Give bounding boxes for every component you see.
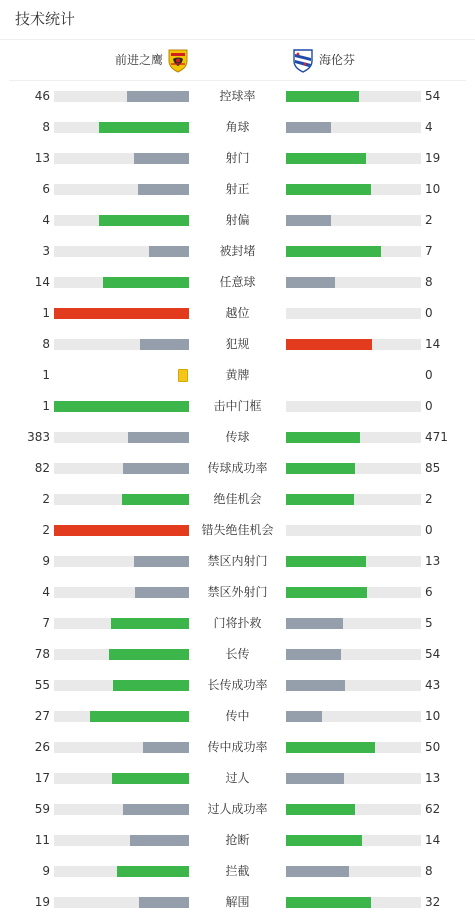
away-stat-value: 5 bbox=[425, 616, 433, 630]
away-stat-bar-fill bbox=[286, 556, 366, 567]
away-stat-value: 54 bbox=[425, 647, 441, 661]
stat-row bbox=[0, 81, 475, 112]
stat-label: 错失绝佳机会 bbox=[201, 523, 274, 537]
home-stat-bar bbox=[54, 401, 189, 412]
stat-label: 射门 bbox=[225, 151, 250, 165]
away-stat-bar bbox=[286, 184, 421, 195]
away-stat-bar bbox=[286, 897, 421, 908]
away-stat-bar-fill bbox=[286, 866, 349, 877]
away-stat-value: 14 bbox=[425, 833, 441, 847]
home-stat-bar bbox=[54, 897, 189, 908]
home-stat-bar bbox=[54, 494, 189, 505]
away-stat-bar-fill bbox=[286, 277, 335, 288]
home-stat-bar bbox=[54, 339, 189, 350]
home-stat-bar-fill bbox=[54, 401, 189, 412]
stat-row bbox=[0, 112, 475, 143]
home-stat-bar bbox=[54, 91, 189, 102]
stat-row bbox=[0, 515, 475, 546]
stat-row bbox=[0, 701, 475, 732]
home-stat-bar-fill bbox=[117, 866, 189, 877]
away-stat-bar bbox=[286, 463, 421, 474]
home-stat-bar bbox=[54, 184, 189, 195]
away-stat-bar bbox=[286, 680, 421, 691]
stat-label: 过人 bbox=[225, 771, 250, 785]
stat-label: 长传成功率 bbox=[207, 678, 268, 692]
stat-label: 禁区内射门 bbox=[207, 554, 268, 568]
stat-row bbox=[0, 608, 475, 639]
home-stat-value: 6 bbox=[42, 182, 50, 196]
stat-row bbox=[0, 329, 475, 360]
home-stat-bar-fill bbox=[123, 463, 189, 474]
home-stat-bar bbox=[54, 773, 189, 784]
away-stat-value: 32 bbox=[425, 895, 441, 909]
stat-row bbox=[0, 267, 475, 298]
away-stat-value: 43 bbox=[425, 678, 441, 692]
away-stat-bar bbox=[286, 804, 421, 815]
away-stat-bar-fill bbox=[286, 153, 366, 164]
away-stat-bar-fill bbox=[286, 432, 360, 443]
home-stat-bar bbox=[54, 742, 189, 753]
home-stat-bar bbox=[54, 432, 189, 443]
home-stat-bar-fill bbox=[99, 215, 189, 226]
stat-label: 传球成功率 bbox=[207, 461, 268, 475]
stat-row bbox=[0, 236, 475, 267]
stat-row bbox=[0, 143, 475, 174]
home-stat-bar bbox=[54, 308, 189, 319]
home-stat-value: 55 bbox=[34, 678, 50, 692]
away-stat-bar bbox=[286, 91, 421, 102]
go-ahead-eagles-crest-icon[interactable] bbox=[167, 48, 189, 73]
away-stat-bar-fill bbox=[286, 804, 355, 815]
stat-label: 绝佳机会 bbox=[213, 492, 262, 506]
home-stat-value: 8 bbox=[42, 337, 50, 351]
away-stat-bar bbox=[286, 432, 421, 443]
away-stat-bar bbox=[286, 618, 421, 629]
away-stat-value: 0 bbox=[425, 368, 433, 382]
stat-row bbox=[0, 205, 475, 236]
away-stat-value: 10 bbox=[425, 182, 441, 196]
stat-label: 黄牌 bbox=[225, 368, 250, 382]
home-stat-bar-fill bbox=[122, 494, 190, 505]
home-stat-bar-fill bbox=[113, 680, 189, 691]
stat-row bbox=[0, 856, 475, 887]
home-stat-bar-fill bbox=[54, 525, 189, 536]
away-stat-bar bbox=[286, 339, 421, 350]
stat-row bbox=[0, 887, 475, 918]
away-stat-bar-fill bbox=[286, 897, 371, 908]
away-stat-bar-fill bbox=[286, 246, 381, 257]
stat-row bbox=[0, 298, 475, 329]
away-stat-bar-fill bbox=[286, 215, 331, 226]
stat-label: 解围 bbox=[225, 895, 250, 909]
away-stat-value: 0 bbox=[425, 523, 433, 537]
away-stat-bar bbox=[286, 401, 421, 412]
away-stat-bar bbox=[286, 711, 421, 722]
away-stat-bar-fill bbox=[286, 463, 355, 474]
home-stat-bar bbox=[54, 277, 189, 288]
home-stat-value: 4 bbox=[42, 585, 50, 599]
away-stat-bar-fill bbox=[286, 835, 362, 846]
away-stat-bar bbox=[286, 556, 421, 567]
away-stat-bar-fill bbox=[286, 587, 367, 598]
away-stat-value: 62 bbox=[425, 802, 441, 816]
home-stat-bar-fill bbox=[123, 804, 189, 815]
away-stat-bar-fill bbox=[286, 649, 341, 660]
away-stat-value: 2 bbox=[425, 213, 433, 227]
away-stat-value: 14 bbox=[425, 337, 441, 351]
stat-label: 抢断 bbox=[225, 833, 250, 847]
home-stat-value: 82 bbox=[34, 461, 50, 475]
away-stat-value: 54 bbox=[425, 89, 441, 103]
home-stat-bar bbox=[54, 680, 189, 691]
away-stat-value: 8 bbox=[425, 275, 433, 289]
home-stat-bar bbox=[54, 618, 189, 629]
home-stat-value: 26 bbox=[34, 740, 50, 754]
away-stat-value: 0 bbox=[425, 399, 433, 413]
away-stat-value: 2 bbox=[425, 492, 433, 506]
away-stat-value: 13 bbox=[425, 771, 441, 785]
home-stat-bar bbox=[54, 804, 189, 815]
home-stat-bar-fill bbox=[134, 556, 189, 567]
stat-label: 长传 bbox=[225, 647, 250, 661]
away-stat-bar-fill bbox=[286, 339, 372, 350]
home-stat-value: 7 bbox=[42, 616, 50, 630]
home-stat-bar bbox=[54, 122, 189, 133]
away-stat-value: 19 bbox=[425, 151, 441, 165]
home-stat-bar bbox=[54, 556, 189, 567]
away-team-name[interactable]: 海伦芬 bbox=[319, 53, 356, 67]
stats-list bbox=[0, 81, 475, 918]
away-stat-bar bbox=[286, 494, 421, 505]
away-stat-bar-fill bbox=[286, 184, 371, 195]
away-stat-bar bbox=[286, 587, 421, 598]
stat-row bbox=[0, 484, 475, 515]
home-stat-bar bbox=[54, 587, 189, 598]
stat-label: 被封堵 bbox=[219, 244, 256, 258]
away-stat-bar bbox=[286, 742, 421, 753]
home-stat-value: 4 bbox=[42, 213, 50, 227]
stat-row bbox=[0, 453, 475, 484]
away-stat-bar-fill bbox=[286, 773, 344, 784]
stat-label: 击中门框 bbox=[213, 399, 262, 413]
away-stat-value: 471 bbox=[425, 430, 448, 444]
away-stat-bar bbox=[286, 153, 421, 164]
page-title: 技术统计 bbox=[0, 0, 475, 40]
away-stat-bar-fill bbox=[286, 494, 354, 505]
away-stat-bar bbox=[286, 122, 421, 133]
home-stat-bar-fill bbox=[111, 618, 189, 629]
home-stat-bar bbox=[54, 246, 189, 257]
away-stat-value: 4 bbox=[425, 120, 433, 134]
home-stat-value: 19 bbox=[34, 895, 50, 909]
home-stat-value: 2 bbox=[42, 492, 50, 506]
stat-label: 角球 bbox=[225, 120, 250, 134]
away-stat-bar-fill bbox=[286, 680, 345, 691]
stat-label: 越位 bbox=[225, 306, 250, 320]
stat-row bbox=[0, 360, 475, 391]
yellow-card-icon bbox=[178, 369, 188, 382]
stat-row bbox=[0, 763, 475, 794]
home-stat-bar bbox=[54, 525, 189, 536]
teams-header bbox=[9, 40, 466, 81]
away-stat-bar-fill bbox=[286, 618, 343, 629]
stat-row bbox=[0, 732, 475, 763]
home-stat-value: 3 bbox=[42, 244, 50, 258]
home-stat-bar-fill bbox=[103, 277, 189, 288]
home-stat-bar-fill bbox=[112, 773, 189, 784]
home-stat-bar-fill bbox=[128, 432, 189, 443]
home-stat-value: 2 bbox=[42, 523, 50, 537]
home-stat-bar bbox=[54, 835, 189, 846]
away-stat-bar bbox=[286, 649, 421, 660]
away-stat-bar-fill bbox=[286, 122, 331, 133]
home-stat-value: 46 bbox=[34, 89, 50, 103]
home-stat-bar-fill bbox=[138, 184, 189, 195]
away-stat-bar bbox=[286, 866, 421, 877]
stat-label: 过人成功率 bbox=[207, 802, 268, 816]
home-stat-value: 1 bbox=[42, 368, 50, 382]
stat-label: 传中成功率 bbox=[207, 740, 268, 754]
home-stat-value: 13 bbox=[34, 151, 50, 165]
home-stat-value: 17 bbox=[34, 771, 50, 785]
home-stat-value: 1 bbox=[42, 399, 50, 413]
home-stat-bar bbox=[54, 215, 189, 226]
stat-label: 射偏 bbox=[225, 213, 250, 227]
stat-label: 传中 bbox=[225, 709, 250, 723]
away-stat-bar-fill bbox=[286, 742, 375, 753]
home-stat-value: 9 bbox=[42, 864, 50, 878]
home-stat-bar bbox=[54, 711, 189, 722]
away-stat-bar bbox=[286, 246, 421, 257]
away-stat-bar bbox=[286, 773, 421, 784]
away-stat-bar bbox=[286, 215, 421, 226]
away-stat-bar bbox=[286, 277, 421, 288]
home-stat-bar-fill bbox=[54, 308, 189, 319]
stat-row bbox=[0, 174, 475, 205]
home-stat-bar bbox=[54, 153, 189, 164]
heerenveen-crest-icon[interactable] bbox=[292, 48, 314, 73]
home-stat-bar bbox=[54, 866, 189, 877]
home-stat-bar-fill bbox=[127, 91, 189, 102]
away-stat-value: 50 bbox=[425, 740, 441, 754]
away-stat-bar bbox=[286, 525, 421, 536]
home-stat-value: 59 bbox=[34, 802, 50, 816]
home-stat-bar-fill bbox=[99, 122, 189, 133]
home-stat-bar-fill bbox=[135, 587, 189, 598]
away-stat-value: 7 bbox=[425, 244, 433, 258]
home-stat-value: 78 bbox=[34, 647, 50, 661]
home-stat-value: 9 bbox=[42, 554, 50, 568]
home-stat-bar-fill bbox=[109, 649, 189, 660]
stat-row bbox=[0, 546, 475, 577]
home-stat-bar-fill bbox=[134, 153, 189, 164]
stat-label: 门将扑救 bbox=[213, 616, 262, 630]
home-stat-bar-fill bbox=[149, 246, 190, 257]
away-stat-bar-fill bbox=[286, 711, 322, 722]
stat-label: 控球率 bbox=[219, 89, 256, 103]
home-stat-bar-fill bbox=[130, 835, 189, 846]
home-stat-bar-fill bbox=[140, 339, 189, 350]
away-stat-value: 13 bbox=[425, 554, 441, 568]
stat-row bbox=[0, 670, 475, 701]
stat-label: 拦截 bbox=[225, 864, 250, 878]
stat-row bbox=[0, 794, 475, 825]
away-stat-value: 8 bbox=[425, 864, 433, 878]
home-stat-value: 27 bbox=[34, 709, 50, 723]
home-stat-value: 8 bbox=[42, 120, 50, 134]
home-stat-bar bbox=[54, 463, 189, 474]
home-stat-bar-fill bbox=[90, 711, 189, 722]
home-stat-value: 14 bbox=[34, 275, 50, 289]
stat-row bbox=[0, 391, 475, 422]
stat-row bbox=[0, 639, 475, 670]
home-stat-bar-fill bbox=[143, 742, 189, 753]
stat-label: 犯规 bbox=[225, 337, 250, 351]
stat-row bbox=[0, 577, 475, 608]
home-stat-bar-fill bbox=[139, 897, 189, 908]
away-stat-value: 10 bbox=[425, 709, 441, 723]
stat-label: 任意球 bbox=[219, 275, 256, 289]
away-stat-bar bbox=[286, 835, 421, 846]
stat-label: 传球 bbox=[225, 430, 250, 444]
stat-label: 射正 bbox=[225, 182, 250, 196]
away-stat-bar bbox=[286, 308, 421, 319]
home-team-name[interactable]: 前进之鹰 bbox=[114, 53, 163, 67]
home-stat-value: 1 bbox=[42, 306, 50, 320]
away-stat-bar-fill bbox=[286, 91, 359, 102]
away-stat-value: 0 bbox=[425, 306, 433, 320]
home-stat-value: 383 bbox=[27, 430, 50, 444]
away-stat-value: 85 bbox=[425, 461, 441, 475]
stat-row bbox=[0, 825, 475, 856]
stat-row bbox=[0, 422, 475, 453]
home-stat-value: 11 bbox=[34, 833, 50, 847]
stat-label: 禁区外射门 bbox=[207, 585, 268, 599]
home-stat-bar bbox=[54, 649, 189, 660]
away-stat-value: 6 bbox=[425, 585, 433, 599]
